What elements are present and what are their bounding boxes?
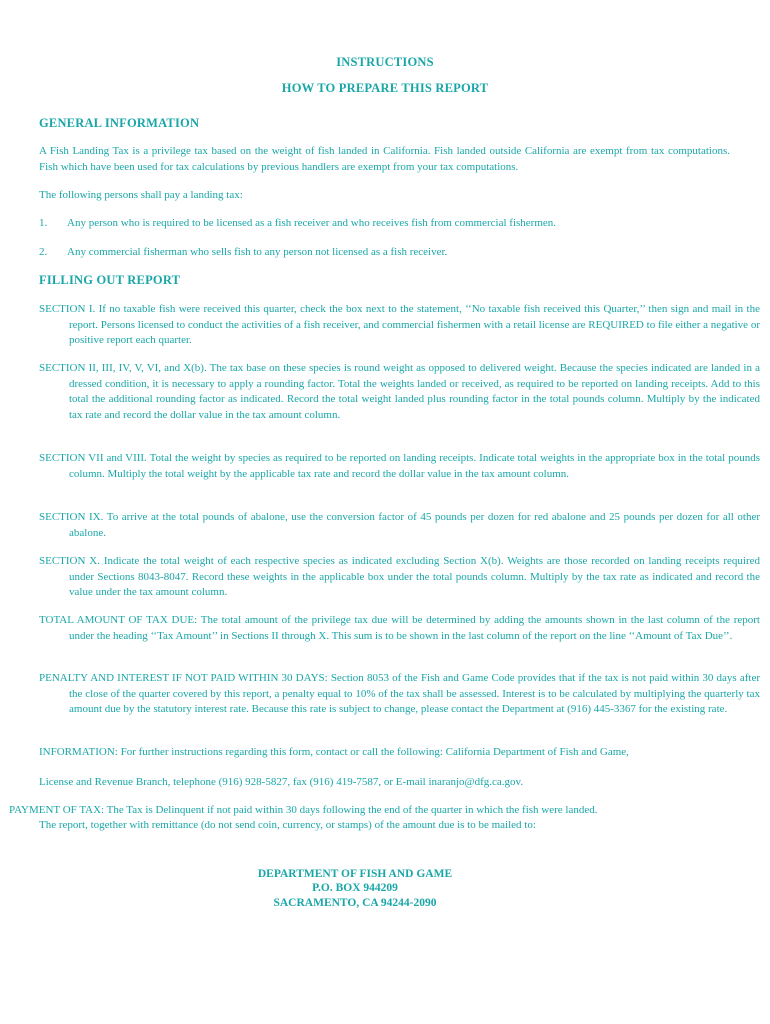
list-item-text: Any commercial fisherman who sells fish to any person not licensed as a fish receiver. (67, 246, 448, 258)
page-title: INSTRUCTIONS (336, 55, 434, 69)
total-tax-paragraph: TOTAL AMOUNT OF TAX DUE: The total amount of the privilege tax due will be determined by adding the amounts shown in the last column of the report under the heading ‘‘Tax Amount’’ in Sections II through X. This sum is to be shown in the last column of the report on the line ‘‘Amount of Tax Due’’. (39, 614, 760, 642)
section-10-paragraph: SECTION X. Indicate the total weight of each respective species as indicated excluding Section X(b). Weights are those recorded on landing receipts required under Sections 8043-8047. Record these weights in the applicable box under the total pounds column. Multiply by the tax rate as indicated and record the value under the tax amount column. (39, 555, 760, 598)
mailing-address-line-3: SACRAMENTO, CA 94244-2090 (273, 897, 437, 909)
list-item-number: 1. (39, 217, 48, 229)
persons-intro-paragraph: The following persons shall pay a landing tax: (39, 189, 243, 201)
list-item-number: 2. (39, 246, 48, 258)
payment-line-1: PAYMENT OF TAX: The Tax is Delinquent if not paid within 30 days following the end of the quarter in which the fish were landed. (9, 804, 598, 816)
section-1-paragraph: SECTION I. If no taxable fish were received this quarter, check the box next to the statement, ‘‘No taxable fish received this Quarter,’’ then sign and mail in the report. Persons licensed to conduct the activities of a fish receiver, and commercial fishermen with a retail license are REQUIRED to file either a negative or positive report each quarter. (39, 303, 760, 346)
general-information-heading: GENERAL INFORMATION (39, 116, 200, 130)
mailing-address-line-2: P.O. BOX 944209 (312, 882, 398, 894)
section-2-paragraph: SECTION II, III, IV, V, VI, and X(b). The tax base on these species is round weight as opposed to delivered weight. Because the species indicated are landed in a dressed condition, it is necessary to apply a rounding factor. Total the weights landed or received, as required to be reported on landing receipts. Add to this total the additional rounding factor as indicated. Record the total weight landed plus rounding factor in the total pounds column. Multiply by the indicated tax rate and record the dollar value in the tax amount column. (39, 362, 760, 421)
general-intro-paragraph: A Fish Landing Tax is a privilege tax based on the weight of fish landed in California. Fish landed outside California are exempt from tax computations. Fish which have been used for tax calculations by previous handlers are exempt from your tax computations. (39, 145, 730, 173)
payment-line-2: The report, together with remittance (do not send coin, currency, or stamps) of the amount due is to be mailed to: (39, 819, 536, 831)
section-7-paragraph: SECTION VII and VIII. Total the weight by species as required to be reported on landing receipts. Indicate total weights in the appropriate box in the total pounds column. Multiply the total weight by the applicable tax rate and record the dollar value in the tax amount column. (39, 452, 760, 480)
information-line-2: License and Revenue Branch, telephone (916) 928-5827, fax (916) 419-7587, or E-mail inaranjo@dfg.ca.gov. (39, 776, 524, 788)
list-item (39, 245, 730, 261)
mailing-address-line-1: DEPARTMENT OF FISH AND GAME (257, 868, 453, 880)
section-9-paragraph: SECTION IX. To arrive at the total pounds of abalone, use the conversion factor of 45 pounds per dozen for red abalone and 25 pounds per dozen for all other abalone. (39, 511, 760, 539)
list-item (39, 216, 730, 232)
list-item-text: Any person who is required to be licensed as a fish receiver and who receives fish from commercial fishermen. (67, 217, 557, 229)
page-subtitle: HOW TO PREPARE THIS REPORT (281, 81, 489, 95)
penalty-paragraph: PENALTY AND INTEREST IF NOT PAID WITHIN 30 DAYS: Section 8053 of the Fish and Game Code provides that if the tax is not paid within 30 days after the close of the quarter covered by this report, a penalty equal to 10% of the tax shall be assessed. Interest is to be calculated by multiplying the quarterly tax amount due by the statutory interest rate. Because this rate is subject to change, please contact the Department at (916) 445-3367 for the existing rate. (39, 672, 760, 715)
filling-out-report-heading: FILLING OUT REPORT (39, 273, 181, 287)
information-line-1: INFORMATION: For further instructions regarding this form, contact or call the following: California Department of Fish and Game, (39, 746, 629, 758)
